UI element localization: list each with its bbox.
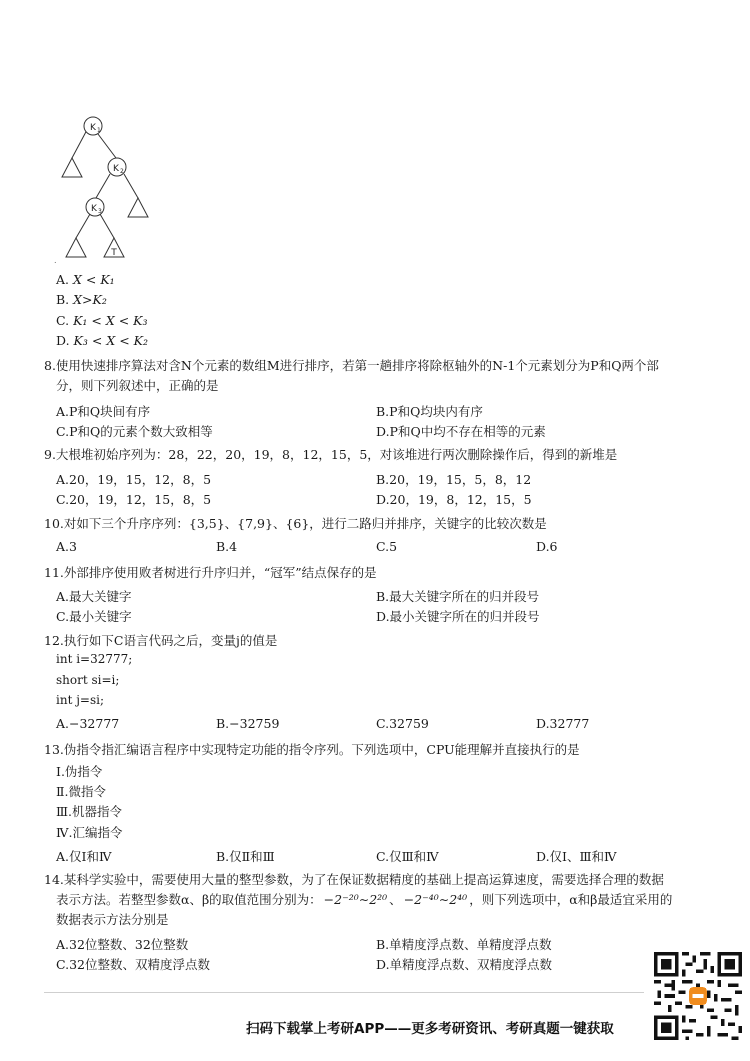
q13-stem: 13.伪指令指汇编语言程序中实现特定功能的指令序列。下列选项中，CPU能理解并直接执行的是 [44,742,580,757]
q13-option-a: A.仅Ⅰ和Ⅳ [56,849,112,864]
q12-option-a: A.−32777 [56,716,120,731]
q9-option-a: A.20，19，15，12，8，5 [56,472,212,487]
q14-stem-line1: 14.某科学实验中，需要使用大量的整型参数，为了在保证数据精度的基础上提高运算速度，需要选择合理的数据 [44,872,664,887]
option-letter: A. [56,272,70,287]
svg-text:K: K [91,204,97,214]
q10-option-c: C.5 [376,539,398,554]
q12-option-d: D.32777 [536,716,590,731]
option-expr: K₃ < X < K₂ [73,333,148,348]
q13-item: Ⅰ.伪指令 [56,764,103,779]
q13-item: Ⅳ.汇编指令 [56,825,123,840]
q14-range-alpha: −2⁻²⁰∼2²⁰ [323,892,388,907]
q13-item: Ⅱ.微指令 [56,784,106,799]
q11-option-b: B.最大关键字所在的归并段号 [376,589,540,604]
svg-text:2: 2 [120,168,124,175]
q8-stem-line1: 8.使用快速排序算法对含N个元素的数组M进行排序，若第一趟排序将除枢轴外的N-1个元素划分为P和Q两个部 [44,358,659,373]
q10-option-b: B.4 [216,539,238,554]
q12-stem: 12.执行如下C语言代码之后，变量j的值是 [44,633,278,648]
subtree-triangle-k3-left [66,238,86,257]
tree-node-k1 [84,117,102,135]
q11-stem: 11.外部排序使用败者树进行升序归并，“冠军”结点保存的是 [44,565,377,580]
q10-stem: 10.对如下三个升序序列：{3,5}、{7,9}、{6}，进行二路归并排序，关键字的比较次数是 [44,516,547,531]
q8-option-d: D.P和Q中均不存在相等的元素 [376,424,546,439]
q7-option-b [56,292,107,307]
q8-option-a: A.P和Q块间有序 [56,404,151,419]
q13-item: Ⅲ.机器指令 [56,804,123,819]
q10-option-a: A.3 [56,539,77,554]
q12-option-c: C.32759 [376,716,429,731]
option-expr: X < K₁ [73,272,115,287]
svg-text:3: 3 [98,208,102,215]
option-letter: B. [56,292,70,307]
q14-option-b: B.单精度浮点数、单精度浮点数 [376,937,552,952]
svg-text:K: K [113,164,119,174]
qr-logo-icon [689,987,707,1005]
tree-node-k3 [86,198,104,216]
q14-stem-text: ，则下列选项中，α和β最适宜采用的 [469,892,673,907]
q14-stem-text: 表示方法。若整型参数α、β的取值范围分别为： [56,892,322,907]
svg-text:K: K [90,123,96,133]
q14-separator: 、 [389,892,402,907]
tree-leaf-label: T [111,248,117,258]
q12-option-b: B.−32759 [216,716,280,731]
q8-stem-line2: 分，则下列叙述中，正确的是 [56,378,219,393]
option-expr: K₁ < X < K₃ [73,313,148,328]
subtree-triangle-right [128,198,148,217]
q13-option-b: B.仅Ⅱ和Ⅲ [216,849,275,864]
q9-option-c: C.20，19，12，15，8，5 [56,492,212,507]
tree-node-k2 [108,158,126,176]
q14-option-d: D.单精度浮点数、双精度浮点数 [376,957,553,972]
option-letter: C. [56,313,70,328]
q9-stem: 9.大根堆初始序列为：28，22，20，19，8，12，15，5，对该堆进行两次删除操作后，得到的新堆是 [44,447,618,462]
q7-option-d [56,333,148,348]
footer-promo-text: 扫码下载掌上考研APP——更多考研资讯、考研真题一键获取 [246,1021,614,1037]
q12-code-line: int j=si; [56,693,105,707]
q13-option-d: D.仅Ⅰ、Ⅲ和Ⅳ [536,849,617,864]
q9-option-d: D.20，19，8，12，15，5 [376,492,532,507]
binary-tree-diagram [52,110,162,265]
q10-option-d: D.6 [536,539,558,554]
qr-code[interactable] [654,952,742,1040]
svg-text:.: . [54,256,57,265]
subtree-triangle-left [62,158,82,177]
option-letter: D. [56,333,70,348]
option-expr: X>K₂ [73,292,107,307]
q14-option-c: C.32位整数、双精度浮点数 [56,957,210,972]
q11-option-c: C.最小关键字 [56,609,132,624]
q14-option-a: A.32位整数、32位整数 [56,937,189,952]
q11-option-a: A.最大关键字 [56,589,132,604]
q7-option-c [56,313,148,328]
q8-option-b: B.P和Q均块内有序 [376,404,483,419]
q7-option-a [56,272,115,287]
q14-range-beta: −2⁻⁴⁰∼2⁴⁰ [403,892,468,907]
footer-divider [44,992,644,993]
q14-stem-line3: 数据表示方法分别是 [56,912,169,927]
q12-code-line: int i=32777; [56,652,133,666]
q9-option-b: B.20，19，15，5，8，12 [376,472,532,487]
q11-option-d: D.最小关键字所在的归并段号 [376,609,540,624]
svg-text:1: 1 [97,127,101,134]
q14-stem-line2 [56,890,672,908]
q8-option-c: C.P和Q的元素个数大致相等 [56,424,213,439]
q12-code-line: short si=i; [56,673,120,687]
q13-option-c: C.仅Ⅲ和Ⅳ [376,849,439,864]
